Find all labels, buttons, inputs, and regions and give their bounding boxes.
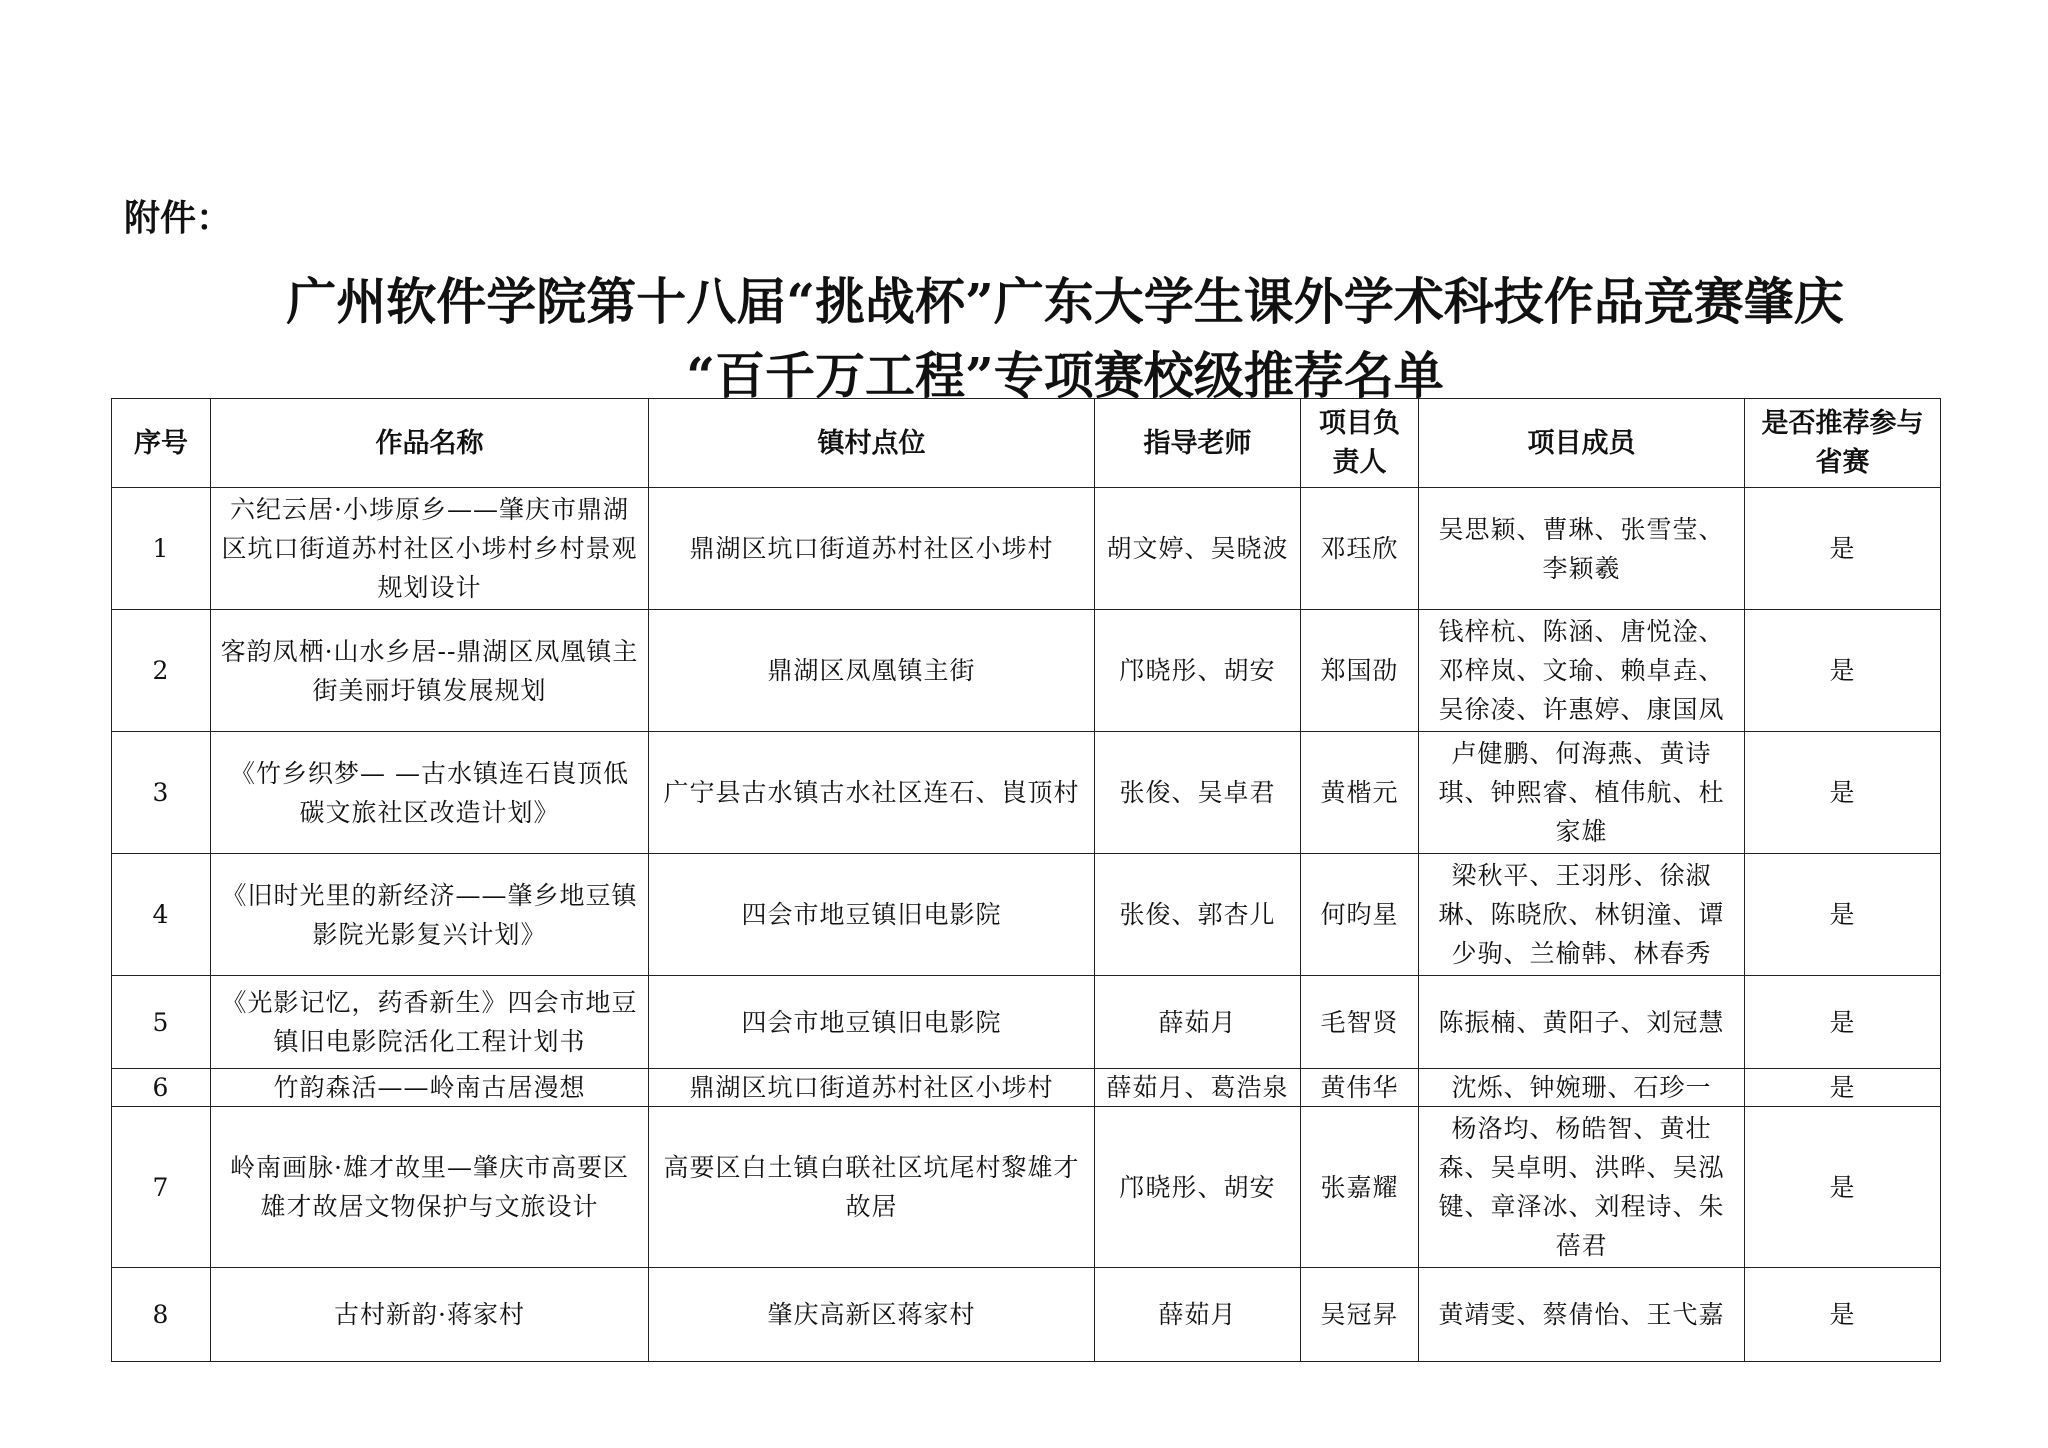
document-title-line-2: “百千万工程”专项赛校级推荐名单 [686,346,1444,405]
cell-work-name: 《竹乡织梦— —古水镇连石崀顶低碳文旅社区改造计划》 [211,732,649,854]
cell-leader: 何昀星 [1301,854,1419,976]
cell-recommend: 是 [1745,1107,1941,1268]
cell-work-name: 《光影记忆，药香新生》四会市地豆镇旧电影院活化工程计划书 [211,976,649,1069]
cell-advisor: 薛茹月 [1095,976,1301,1069]
header-work-name: 作品名称 [211,399,649,488]
cell-recommend: 是 [1745,976,1941,1069]
table-row [112,732,1941,854]
cell-members: 梁秋平、王羽彤、徐淑琳、陈晓欣、林钥潼、谭少驹、兰榆韩、林春秀 [1419,854,1745,976]
table-row [112,610,1941,732]
cell-members: 沈烁、钟婉珊、石珍一 [1419,1069,1745,1107]
cell-recommend: 是 [1745,488,1941,610]
cell-location: 四会市地豆镇旧电影院 [649,976,1095,1069]
cell-recommend: 是 [1745,1069,1941,1107]
cell-members: 钱梓杭、陈涵、唐悦淦、邓梓岚、文瑜、赖卓垚、吴徐凌、许惠婷、康国凤 [1419,610,1745,732]
table-row [112,1268,1941,1362]
cell-members: 杨洛均、杨皓智、黄壮森、吴卓明、洪晔、吴泓键、章泽冰、刘程诗、朱蓓君 [1419,1107,1745,1268]
cell-no: 5 [112,976,211,1069]
cell-advisor: 张俊、吴卓君 [1095,732,1301,854]
cell-work-name: 六纪云居·小埗原乡——肇庆市鼎湖区坑口街道苏村社区小埗村乡村景观规划设计 [211,488,649,610]
table-row [112,488,1941,610]
cell-location: 鼎湖区坑口街道苏村社区小埗村 [649,1069,1095,1107]
header-leader: 项目负责人 [1301,399,1419,488]
cell-location: 高要区白土镇白联社区坑尾村黎雄才故居 [649,1107,1095,1268]
table-row [112,1107,1941,1268]
cell-recommend: 是 [1745,854,1941,976]
cell-members: 卢健鹏、何海燕、黄诗琪、钟熙睿、植伟航、杜家雄 [1419,732,1745,854]
cell-location: 四会市地豆镇旧电影院 [649,854,1095,976]
cell-location: 鼎湖区坑口街道苏村社区小埗村 [649,488,1095,610]
cell-work-name: 《旧时光里的新经济——肇乡地豆镇影院光影复兴计划》 [211,854,649,976]
cell-location: 广宁县古水镇古水社区连石、崀顶村 [649,732,1095,854]
header-advisor: 指导老师 [1095,399,1301,488]
cell-no: 3 [112,732,211,854]
cell-leader: 吴冠昇 [1301,1268,1419,1362]
cell-work-name: 古村新韵·蒋家村 [211,1268,649,1362]
cell-leader: 黄伟华 [1301,1069,1419,1107]
cell-members: 吴思颖、曹琳、张雪莹、李颖羲 [1419,488,1745,610]
cell-no: 2 [112,610,211,732]
header-recommend: 是否推荐参与省赛 [1745,399,1941,488]
cell-leader: 邓珏欣 [1301,488,1419,610]
cell-no: 4 [112,854,211,976]
document-title-line-1: 广州软件学院第十八届“挑战杯”广东大学生课外学术科技作品竞赛肇庆 [286,272,1844,331]
cell-leader: 郑国劭 [1301,610,1419,732]
cell-work-name: 岭南画脉·雄才故里—肇庆市高要区雄才故居文物保护与文旅设计 [211,1107,649,1268]
cell-members: 黄靖雯、蔡倩怡、王弋嘉 [1419,1268,1745,1362]
cell-advisor: 薛茹月 [1095,1268,1301,1362]
cell-advisor: 胡文婷、吴晓波 [1095,488,1301,610]
attachment-label: 附件： [124,198,233,239]
cell-no: 8 [112,1268,211,1362]
cell-advisor: 邝晓彤、胡安 [1095,610,1301,732]
cell-location: 肇庆高新区蒋家村 [649,1268,1095,1362]
table-header-row [112,399,1941,488]
header-no: 序号 [112,399,211,488]
table-row [112,854,1941,976]
cell-no: 6 [112,1069,211,1107]
table-row [112,1069,1941,1107]
cell-location: 鼎湖区凤凰镇主街 [649,610,1095,732]
cell-work-name: 竹韵森活——岭南古居漫想 [211,1069,649,1107]
cell-leader: 张嘉耀 [1301,1107,1419,1268]
cell-members: 陈振楠、黄阳子、刘冠慧 [1419,976,1745,1069]
cell-recommend: 是 [1745,1268,1941,1362]
header-location: 镇村点位 [649,399,1095,488]
cell-advisor: 薛茹月、葛浩泉 [1095,1069,1301,1107]
cell-leader: 黄楷元 [1301,732,1419,854]
cell-work-name: 客韵凤栖·山水乡居--鼎湖区凤凰镇主街美丽圩镇发展规划 [211,610,649,732]
cell-no: 7 [112,1107,211,1268]
cell-leader: 毛智贤 [1301,976,1419,1069]
cell-no: 1 [112,488,211,610]
cell-advisor: 邝晓彤、胡安 [1095,1107,1301,1268]
header-members: 项目成员 [1419,399,1745,488]
recommendation-table [111,398,1941,1362]
cell-recommend: 是 [1745,610,1941,732]
cell-advisor: 张俊、郭杏儿 [1095,854,1301,976]
table-row [112,976,1941,1069]
cell-recommend: 是 [1745,732,1941,854]
